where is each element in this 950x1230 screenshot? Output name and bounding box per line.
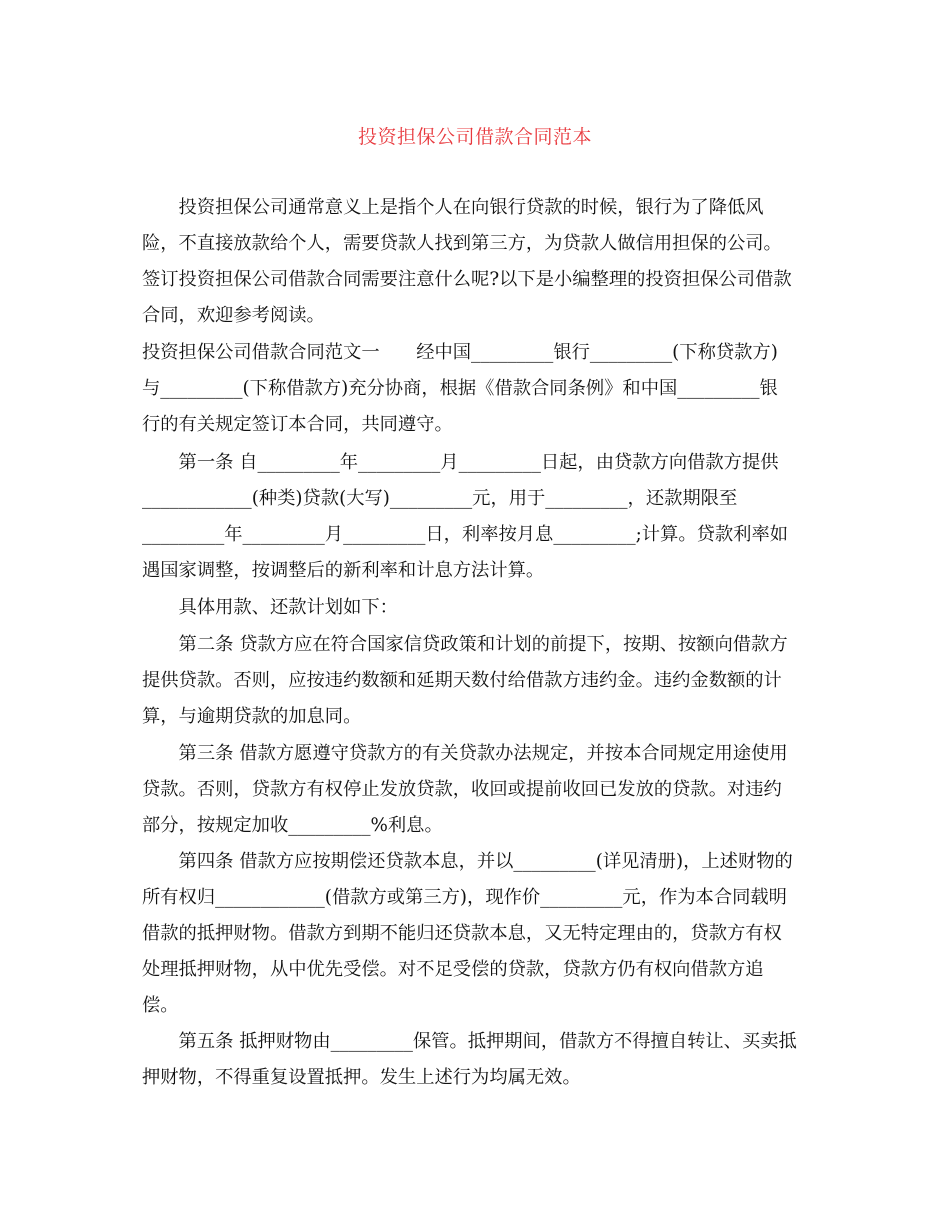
body-line: 算，与逾期贷款的加息同。 (142, 706, 362, 727)
body-line: 投资担保公司通常意义上是指个人在向银行贷款的时候，银行为了降低风 (142, 197, 764, 218)
body-line: 提供贷款。否则，应按违约数额和延期天数付给借款方违约金。违约金数额的计 (142, 670, 782, 691)
body-line: 具体用款、还款计划如下： (142, 597, 398, 618)
body-line: 第二条 贷款方应在符合国家信贷政策和计划的前提下，按期、按额向借款方 (142, 634, 788, 655)
body-line: 第四条 借款方应按期偿还贷款本息，并以_________(详见清册)，上述财物的 (142, 851, 793, 872)
body-line: 第五条 抵押财物由_________保管。抵押期间，借款方不得擅自转让、买卖抵 (142, 1031, 797, 1052)
body-line: 签订投资担保公司借款合同需要注意什么呢?以下是小编整理的投资担保公司借款 (142, 269, 792, 290)
body-line: 行的有关规定签订本合同，共同遵守。 (142, 414, 453, 435)
body-line: 合同，欢迎参考阅读。 (142, 305, 325, 326)
body-line: ____________(种类)贷款(大写)_________元，用于_________，还款期限至 (142, 488, 738, 509)
body-line: 投资担保公司借款合同范文一 经中国_________银行_________(下称贷款方) (142, 342, 778, 363)
body-line: 遇国家调整，按调整后的新利率和计息方法计算。 (142, 560, 545, 581)
body-line: 所有权归____________(借款方或第三方)，现作价_________元，作为本合同载明 (142, 887, 787, 908)
body-line: 与_________(下称借款方)充分协商，根据《借款合同条例》和中国_________银 (142, 378, 778, 399)
body-line: 贷款。否则，贷款方有权停止发放贷款，收回或提前收回已发放的贷款。对违约 (142, 779, 782, 800)
body-line: _________年_________月_________日，利率按月息_________;计算。贷款利率如 (142, 524, 789, 545)
body-line: 偿。 (142, 995, 179, 1016)
document-title: 投资担保公司借款合同范本 (357, 126, 592, 148)
body-line: 处理抵押财物，从中优先受偿。对不足受偿的贷款，贷款方仍有权向借款方追 (142, 959, 764, 980)
body-line: 第一条 自_________年_________月_________日起，由贷款方向借款方提供 (142, 452, 779, 473)
body-line: 部分，按规定加收_________%利息。 (142, 815, 443, 836)
body-line: 借款的抵押财物。借款方到期不能归还贷款本息，又无特定理由的，贷款方有权 (142, 923, 782, 944)
body-line: 险，不直接放款给个人，需要贷款人找到第三方，为贷款人做信用担保的公司。 (142, 233, 782, 254)
body-line: 押财物，不得重复设置抵押。发生上述行为均属无效。 (142, 1067, 581, 1088)
body-line: 第三条 借款方愿遵守贷款方的有关贷款办法规定，并按本合同规定用途使用 (142, 743, 788, 764)
